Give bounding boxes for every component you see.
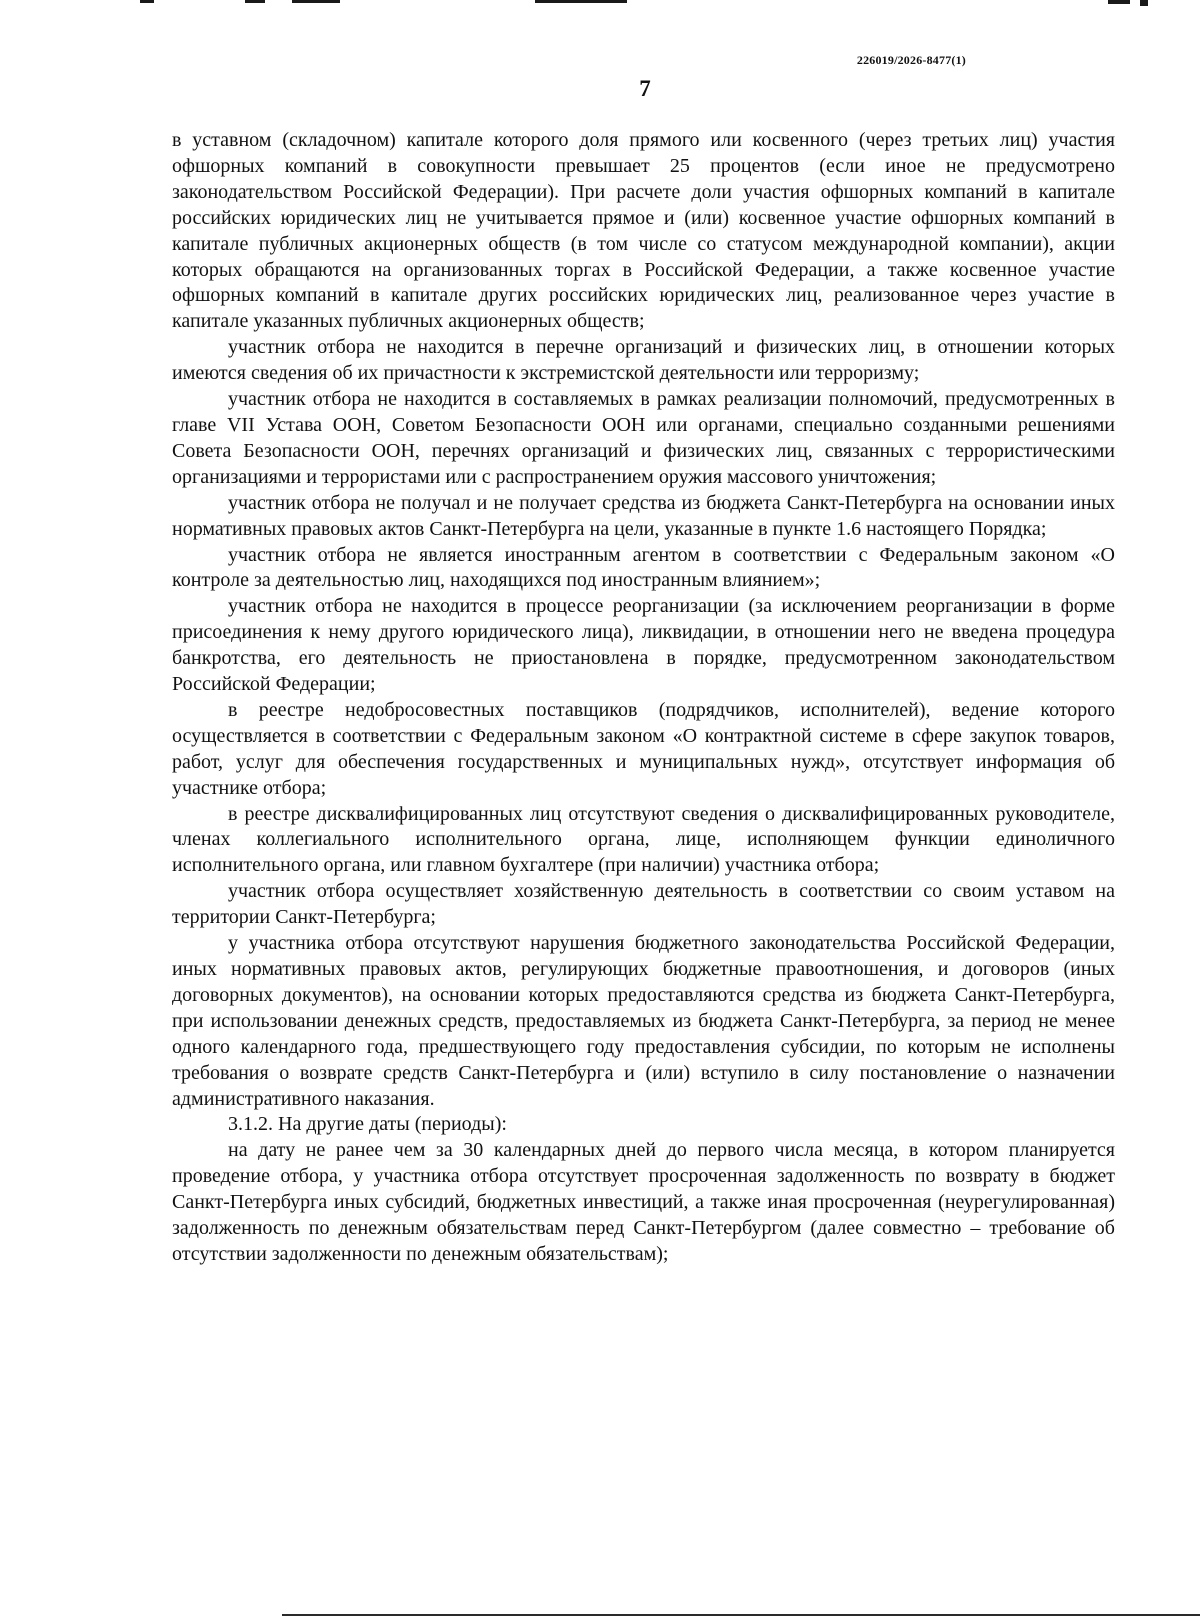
document-body <box>172 128 1115 1268</box>
scan-artifact-top-3 <box>292 0 340 3</box>
paragraph: у участника отбора отсутствуют нарушения бюджетного законодательства Российской Федерации, иных нормативных правовых актов, регулирующих бюджетные правоотношения, и договоров (иных договорных документов), на основании которых предоставляются средства из бюджета Санкт-Петербурга, при использовании денежных средств, предоставляемых из бюджета Санкт-Петербурга, за период не менее одного календарного года, предшествующего году предоставления субсидии, по которым не исполнены требования о возврате средств Санкт-Петербурга и (или) вступило в силу постановление о назначении административного наказания. <box>172 932 1115 1110</box>
paragraph: в реестре дисквалифицированных лиц отсутствуют сведения о дисквалифицированных руководителе, членах коллегиального исполнительного органа, лице, исполняющем функции единоличного исполнительного органа, или главном бухгалтере (при наличии) участника отбора; <box>172 802 1115 877</box>
paragraph: участник отбора не находится в процессе реорганизации (за исключением реорганизации в форме присоединения к нему другого юридического лица), ликвидации, в отношении него не введена процедура банкротства, его деятельность не приостановлена в порядке, предусмотренном законодательством Российской Федерации; <box>172 595 1115 696</box>
paragraph: в реестре недобросовестных поставщиков (подрядчиков, исполнителей), ведение которого осуществляется в соответствии с Федеральным законом «О контрактной системе в сфере закупок товаров, работ, услуг для обеспечения государственных и муниципальных нужд», отсутствует информация об участнике отбора; <box>172 698 1115 799</box>
paragraph: участник отбора не находится в составляемых в рамках реализации полномочий, предусмотренных в главе VII Устава ООН, Советом Безопасности ООН или органами, специально созданными решениями Совета Безопасности ООН, перечнях организаций и физических лиц, связанных с террористическими организациями и террористами или с распространением оружия массового уничтожения; <box>172 388 1115 488</box>
paragraph: участник отбора не является иностранным агентом в соответствии с Федеральным законом «О контроле за деятельностью лиц, находящихся под иностранным влиянием»; <box>172 543 1115 592</box>
paragraph: в уставном (складочном) капитале которого доля прямого или косвенного (через третьих лиц) участия офшорных компаний в совокупности превышает 25 процентов (если иное не предусмотрено законодательством Российской Федерации). При расчете доли участия офшорных компаний в капитале российских юридических лиц не учитывается прямое и (или) косвенное участие офшорных компаний в капитале публичных акционерных обществ (в том числе со статусом международной компании), акции которых обращаются на организованных торгах в Российской Федерации, а также косвенное участие офшорных компаний в капитале других российских юридических лиц, реализованное через участие в капитале указанных публичных акционерных обществ; <box>172 129 1115 333</box>
scan-artifact-top-4 <box>535 0 627 3</box>
scan-bottom-edge <box>282 1614 1200 1616</box>
document-number: 226019/2026-8477(1) <box>856 53 966 67</box>
section-heading: 3.1.2. На другие даты (периоды): <box>228 1113 507 1136</box>
page-number: 7 <box>639 76 651 101</box>
paragraph: участник отбора не находится в перечне организаций и физических лиц, в отношении которых имеются сведения об их причастности к экстремистской деятельности или терроризму; <box>172 336 1115 385</box>
scan-artifact-top-1 <box>140 0 154 3</box>
paragraph: участник отбора осуществляет хозяйственную деятельность в соответствии со своим уставом на территории Санкт-Петербурга; <box>172 880 1115 929</box>
scan-artifact-top-2 <box>245 0 265 3</box>
scan-artifact-top-6 <box>1140 0 1148 6</box>
scan-artifact-top-5 <box>1108 0 1130 4</box>
paragraph: участник отбора не получал и не получает средства из бюджета Санкт-Петербурга на основании иных нормативных правовых актов Санкт-Петербурга на цели, указанные в пункте 1.6 настоящего Порядка; <box>172 491 1115 540</box>
paragraph: на дату не ранее чем за 30 календарных дней до первого числа месяца, в котором планируется проведение отбора, у участника отбора отсутствует просроченная задолженность по возврату в бюджет Санкт-Петербурга иных субсидий, бюджетных инвестиций, а также иная просроченная (неурегулированная) задолженность по денежным обязательствам перед Санкт-Петербургом (далее совместно – требование об отсутствии задолженности по денежным обязательствам); <box>172 1139 1115 1265</box>
